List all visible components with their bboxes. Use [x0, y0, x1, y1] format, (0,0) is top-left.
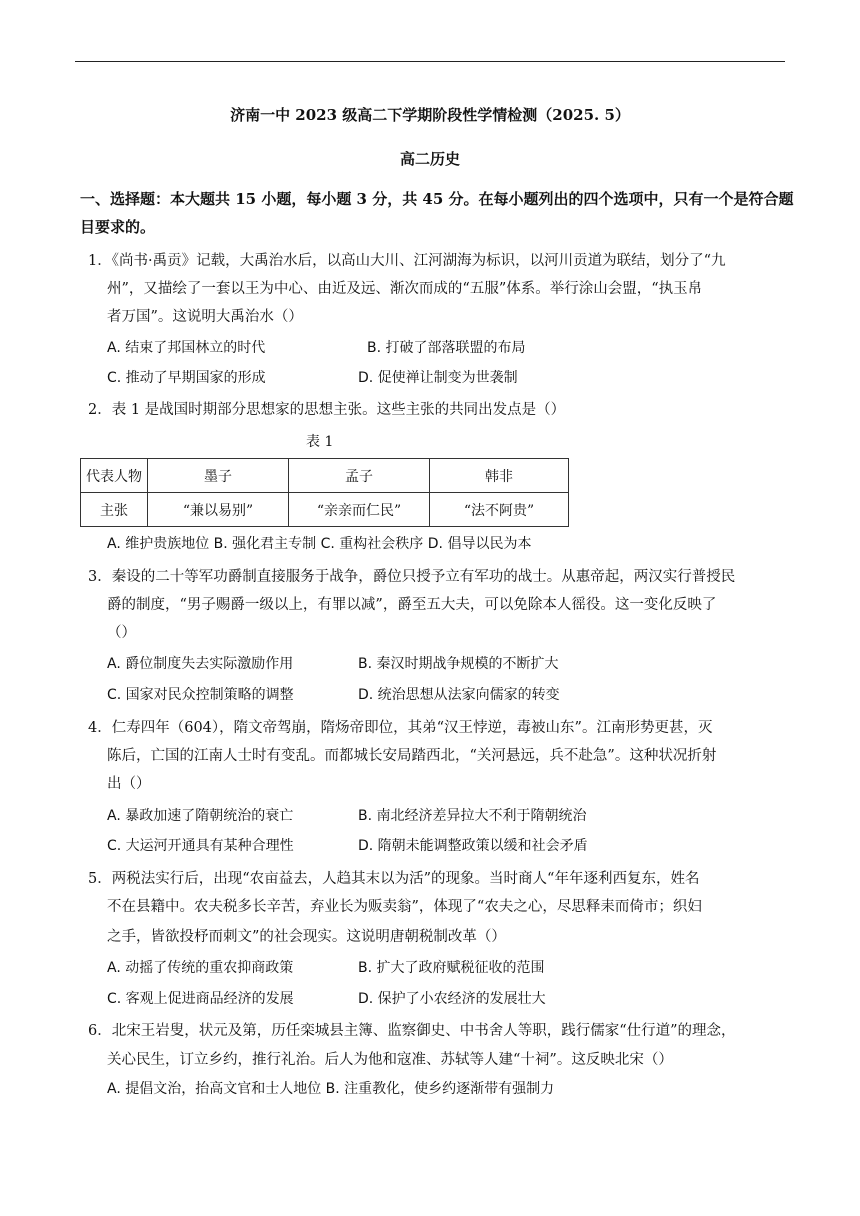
q3-option-d: D. 统治思想从法家向儒家的转变	[358, 687, 560, 703]
q5-option-c: C. 客观上促进商品经济的发展	[107, 991, 294, 1007]
q4-option-c: C. 大运河开通具有某种合理性	[107, 838, 294, 854]
section-heading-line1: 一、选择题：本大题共 15 小题，每小题 3 分，共 45 分。在每小题列出的四个选项中，只有一个是符合题	[80, 190, 794, 208]
q5-line1: 5．两税法实行后，出现“农亩益去，人趋其末以为活”的现象。当时商人“年年逐利西复东，姓名	[88, 871, 700, 887]
q4-option-d: D. 隋朝未能调整政策以缓和社会矛盾	[358, 838, 588, 854]
q6-line1: 6．北宋王岩叟，状元及第，历任栾城县主簿、监察御史、中书舍人等职，践行儒家“仕行道”的理念，	[88, 1023, 736, 1039]
q4-line2: 陈后，亡国的江南人士时有变乱。而都城长安局踏西北，“关河悬远，兵不赴急”。这种状况折射	[107, 748, 717, 764]
q3-option-b: B. 秦汉时期战争规模的不断扩大	[358, 656, 559, 672]
table-row	[81, 493, 569, 527]
q4-line1: 4．仁寿四年（604），隋文帝驾崩，隋炀帝即位，其弟“汉王悖逆，毒被山东”。江南形势更甚，灭	[88, 720, 713, 736]
q2-options: A. 维护贵族地位 B. 强化君主专制 C. 重构社会秩序 D. 倡导以民为本	[107, 536, 532, 552]
table-cell: “法不阿贵”	[430, 493, 569, 527]
q5-option-a: A. 动摇了传统的重农抑商政策	[107, 960, 294, 976]
q3-line2: 爵的制度，“男子赐爵一级以上，有罪以减”，爵至五大夫，可以免除本人徭役。这一变化反映了	[107, 597, 717, 613]
section-heading-line2: 目要求的。	[80, 218, 156, 236]
q1-line1: 1．《尚书·禹贡》记载，大禹治水后，以高山大川、江河湖海为标识，以河川贡道为联结，划分了“九	[88, 253, 726, 269]
q1-line3: 者万国”。这说明大禹治水（）	[107, 309, 303, 325]
exam-title: 济南一中 2023 级高二下学期阶段性学情检测（2025. 5）	[230, 106, 630, 124]
q5-option-d: D. 保护了小农经济的发展壮大	[358, 991, 546, 1007]
table-1	[80, 458, 569, 527]
table-cell: 孟子	[289, 459, 430, 493]
q3-option-a: A. 爵位制度失去实际激励作用	[107, 656, 294, 672]
table-cell: 代表人物	[81, 459, 148, 493]
table-cell: 墨子	[148, 459, 289, 493]
table-cell: 韩非	[430, 459, 569, 493]
q4-option-a: A. 暴政加速了隋朝统治的衰亡	[107, 808, 294, 824]
q1-line2: 州”，又描绘了一套以王为中心、由近及远、渐次而成的“五服”体系。举行涂山会盟，“执玉帛	[107, 281, 703, 297]
q5-line2: 不在县籍中。农夫税多长辛苦，弃业长为贩卖翁”，体现了“农夫之心，尽思释耒而倚市；织妇	[107, 899, 702, 915]
header-rule	[75, 61, 785, 62]
subject-title: 高二历史	[399, 150, 460, 168]
q1-option-c: C. 推动了早期国家的形成	[107, 370, 266, 386]
q5-line3: 之手，皆欲投杼而刺文”的社会现实。这说明唐朝税制改革（）	[107, 929, 506, 945]
q1-option-a: A. 结束了邦国林立的时代	[107, 340, 266, 356]
q3-line3: （）	[107, 625, 136, 641]
q1-option-b: B. 打破了部落联盟的布局	[367, 340, 526, 356]
q2-line1: 2．表 1 是战国时期部分思想家的思想主张。这些主张的共同出发点是（）	[88, 402, 566, 418]
q5-option-b: B. 扩大了政府赋税征收的范围	[358, 960, 545, 976]
table-caption: 表 1	[306, 434, 334, 450]
q3-option-c: C. 国家对民众控制策略的调整	[107, 687, 294, 703]
table-row	[81, 459, 569, 493]
q6-line2: 关心民生，订立乡约，推行礼治。后人为他和寇准、苏轼等人建“十祠”。这反映北宋（）	[107, 1052, 673, 1068]
q3-line1: 3．秦设的二十等军功爵制直接服务于战争，爵位只授予立有军功的战士。从惠帝起，两汉实行普授民	[88, 569, 736, 585]
q1-option-d: D. 促使禅让制变为世袭制	[358, 370, 518, 386]
table-cell: 主张	[81, 493, 148, 527]
table-cell: “亲亲而仁民”	[289, 493, 430, 527]
table-cell: “兼以易别”	[148, 493, 289, 527]
q4-line3: 出（）	[107, 776, 151, 792]
q6-options-ab: A. 提倡文治，抬高文官和士人地位 B. 注重教化，使乡约逐渐带有强制力	[107, 1081, 555, 1097]
q4-option-b: B. 南北经济差异拉大不利于隋朝统治	[358, 808, 587, 824]
